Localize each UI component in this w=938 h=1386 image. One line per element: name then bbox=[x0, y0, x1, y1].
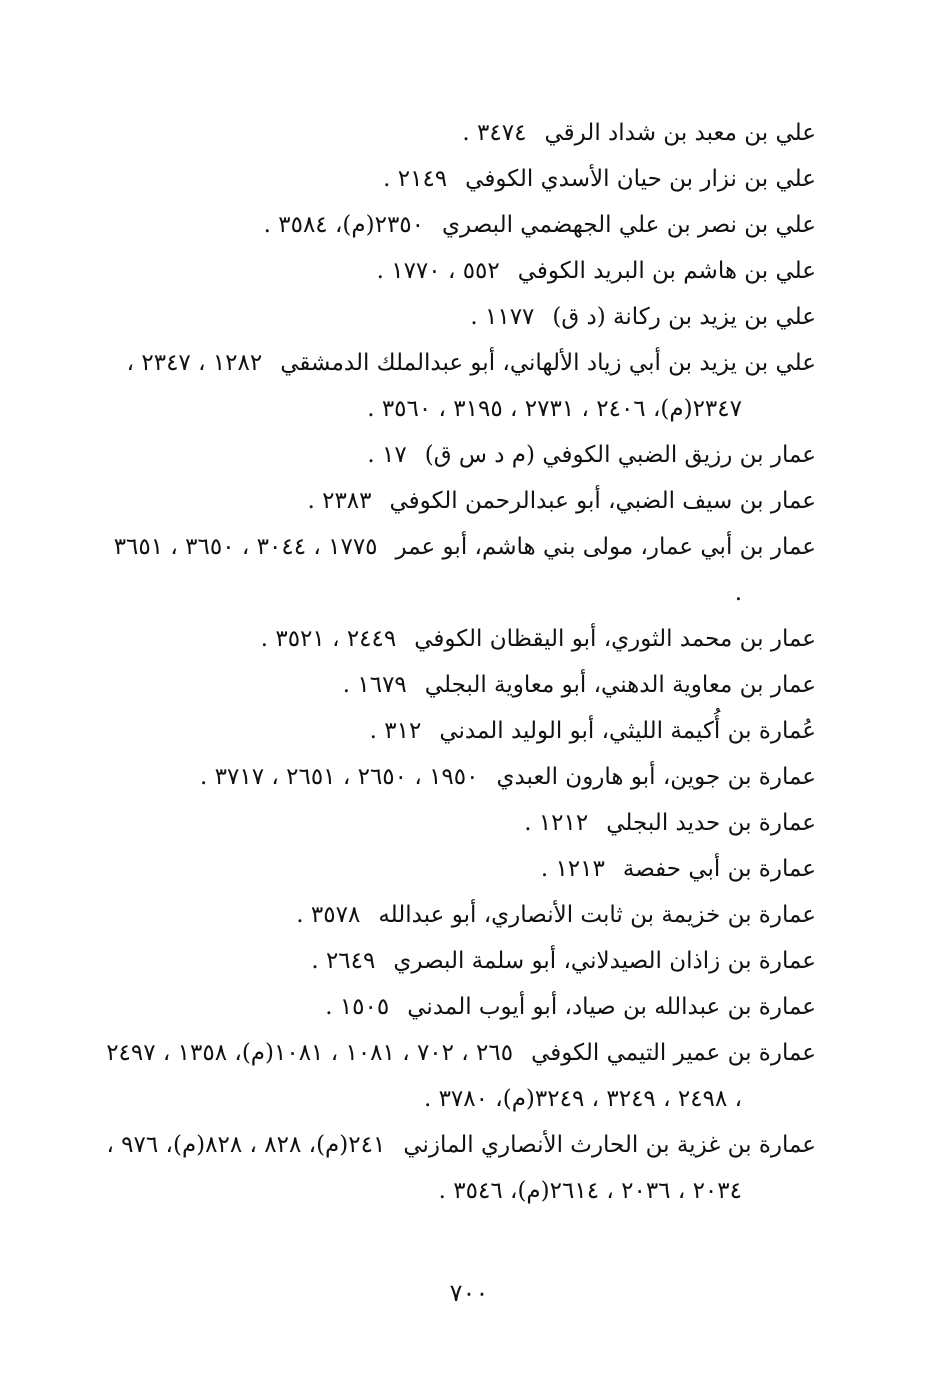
entry-refs: ٣١٢ . bbox=[369, 718, 422, 744]
page-number: ٧٠٠ bbox=[449, 1279, 489, 1307]
entry-name: عمارة بن جوين، أبو هارون العبدي bbox=[496, 764, 816, 790]
entry-refs: ١١٧٧ . bbox=[470, 304, 535, 330]
index-entry bbox=[104, 156, 816, 202]
entry-name: علي بن نصر بن علي الجهضمي البصري bbox=[442, 212, 816, 238]
index-entry bbox=[104, 800, 816, 846]
entry-name: عمار بن معاوية الدهني، أبو معاوية البجلي bbox=[424, 672, 816, 698]
entry-refs: ٢٣٥٠(م)، ٣٥٨٤ . bbox=[263, 212, 425, 238]
entry-refs: ١٢٨٢ ، ٢٣٤٧ ، ٢٣٤٧(م)، ٢٤٠٦ ، ٢٧٣١ ، ٣١٩٥ ، ٣٥٦٠ . bbox=[126, 350, 742, 422]
entry-name: عمارة بن خزيمة بن ثابت الأنصاري، أبو عبدالله bbox=[378, 902, 816, 928]
index-entry bbox=[104, 248, 816, 294]
index-entry bbox=[104, 892, 816, 938]
index-entries bbox=[104, 110, 816, 1214]
entry-refs: ٢٦٥ ، ٧٠٢ ، ١٠٨١ ، ١٠٨١(م)، ١٣٥٨ ، ٢٤٩٧ ، ٢٤٩٨ ، ٣٢٤٩ ، ٣٢٤٩(م)، ٣٧٨٠ . bbox=[106, 1040, 742, 1112]
entry-refs: ٥٥٢ ، ١٧٧٠ . bbox=[376, 258, 500, 284]
entry-refs: ٢١٤٩ . bbox=[383, 166, 448, 192]
entry-name: عمارة بن عمير التيمي الكوفي bbox=[531, 1040, 816, 1066]
entry-name: عمارة بن حديد البجلي bbox=[606, 810, 816, 836]
entry-refs: ٢٣٨٣ . bbox=[307, 488, 372, 514]
entry-name: علي بن نزار بن حيان الأسدي الكوفي bbox=[465, 166, 816, 192]
entry-name: عمار بن أبي عمار، مولى بني هاشم، أبو عمر bbox=[395, 534, 816, 560]
entry-name: عمارة بن عبدالله بن صياد، أبو أيوب المدني bbox=[407, 994, 816, 1020]
index-entry bbox=[104, 478, 816, 524]
entry-name: علي بن هاشم بن البريد الكوفي bbox=[517, 258, 816, 284]
entry-refs: ٢٦٤٩ . bbox=[311, 948, 376, 974]
index-entry bbox=[104, 432, 816, 478]
entry-refs: ١٩٥٠ ، ٢٦٥٠ ، ٢٦٥١ ، ٣٧١٧ . bbox=[200, 764, 479, 790]
entry-refs: ١٦٧٩ . bbox=[342, 672, 407, 698]
entry-name: علي بن يزيد بن أبي زياد الألهاني، أبو عبدالملك الدمشقي bbox=[280, 350, 816, 376]
index-entry bbox=[104, 294, 816, 340]
index-entry bbox=[104, 1030, 816, 1122]
index-entry bbox=[104, 110, 816, 156]
entry-refs: ٢٤٤٩ ، ٣٥٢١ . bbox=[260, 626, 397, 652]
entry-refs: ١٢١٢ . bbox=[524, 810, 589, 836]
entry-refs: ١٧ . bbox=[367, 442, 407, 468]
index-entry bbox=[104, 662, 816, 708]
entry-name: عمار بن رزيق الضبي الكوفي (م د س ق) bbox=[424, 442, 816, 468]
entry-refs: ٢٤١(م)، ٨٢٨ ، ٨٢٨(م)، ٩٧٦ ، ٢٠٣٤ ، ٢٠٣٦ ، ٢٦١٤(م)، ٣٥٤٦ . bbox=[106, 1132, 742, 1204]
entry-name: عُمارة بن أُكيمة الليثي، أبو الوليد المدني bbox=[439, 718, 816, 744]
entry-name: عمار بن سيف الضبي، أبو عبدالرحمن الكوفي bbox=[389, 488, 816, 514]
entry-refs: ٣٤٧٤ . bbox=[462, 120, 527, 146]
entry-name: علي بن يزيد بن ركانة (د ق) bbox=[552, 304, 816, 330]
index-entry bbox=[104, 846, 816, 892]
entry-name: علي بن معبد بن شداد الرقي bbox=[544, 120, 816, 146]
index-entry bbox=[104, 938, 816, 984]
index-entry bbox=[104, 984, 816, 1030]
entry-name: عمار بن محمد الثوري، أبو اليقظان الكوفي bbox=[414, 626, 816, 652]
index-entry bbox=[104, 708, 816, 754]
entry-refs: ٣٥٧٨ . bbox=[296, 902, 361, 928]
entry-refs: ١٧٧٥ ، ٣٠٤٤ ، ٣٦٥٠ ، ٣٦٥١ . bbox=[113, 534, 742, 606]
index-entry bbox=[104, 340, 816, 432]
index-entry bbox=[104, 1122, 816, 1214]
index-entry bbox=[104, 616, 816, 662]
entry-name: عمارة بن غزية بن الحارث الأنصاري المازني bbox=[403, 1132, 816, 1158]
entry-name: عمارة بن زاذان الصيدلاني، أبو سلمة البصري bbox=[393, 948, 816, 974]
entry-name: عمارة بن أبي حفصة bbox=[622, 856, 816, 882]
index-entry bbox=[104, 524, 816, 616]
entry-refs: ١٢١٣ . bbox=[540, 856, 605, 882]
entry-refs: ١٥٠٥ . bbox=[325, 994, 390, 1020]
index-entry bbox=[104, 202, 816, 248]
index-entry bbox=[104, 754, 816, 800]
